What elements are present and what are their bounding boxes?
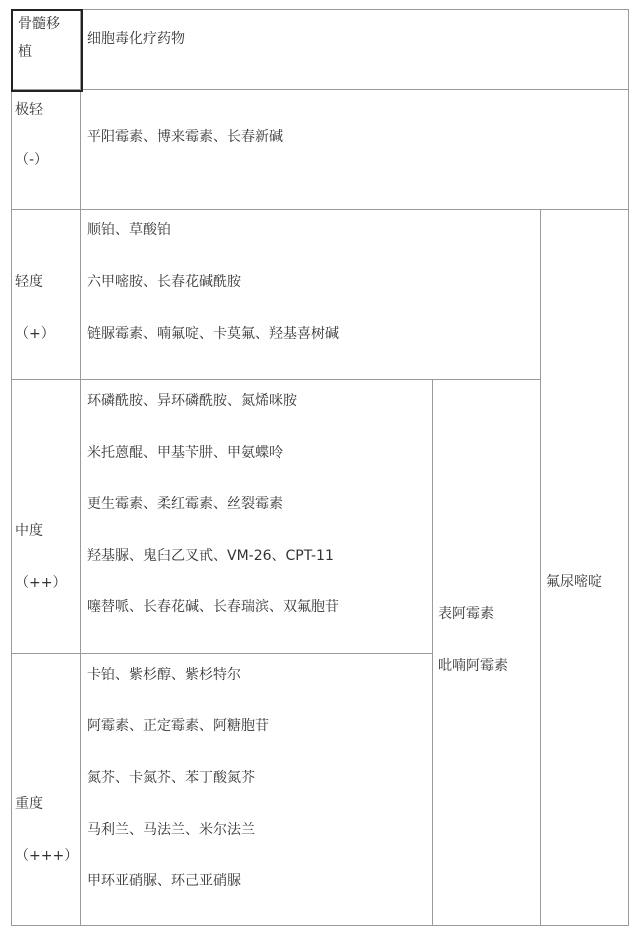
drug-list-item: 卡铂、紫杉醇、紫杉特尔 (87, 667, 241, 683)
table-border-top (11, 9, 629, 10)
row-divider (11, 653, 432, 654)
drug-list-item: 阿霉素、正定霉素、阿糖胞苷 (87, 718, 269, 734)
grade-moderate: 中度 (15, 523, 43, 539)
grade-minimal-symbol: （-） (15, 152, 49, 168)
drug-list-item: 环磷酰胺、异环磷酰胺、氮烯咪胺 (87, 393, 297, 409)
table-border-right (628, 9, 629, 926)
header-drug-label: 细胞毒化疗药物 (87, 31, 185, 47)
drug-list-item: 马利兰、马法兰、米尔法兰 (87, 822, 255, 838)
drug-list-item: 六甲嘧胺、长春花碱酰胺 (87, 274, 241, 290)
column-divider (80, 9, 81, 926)
grade-moderate-symbol: （++） (15, 575, 67, 591)
drug-list-item: 更生霉素、柔红霉素、丝裂霉素 (87, 496, 283, 512)
column-divider (540, 209, 541, 926)
drug-list-item: 噻替哌、长春花碱、长春瑞滨、双氟胞苷 (87, 599, 339, 615)
grade-severe-symbol: （+++） (15, 848, 79, 864)
table-border-bottom (11, 925, 629, 926)
row-divider (11, 89, 629, 90)
span-drug-epirubicin: 表阿霉素 (438, 606, 494, 622)
drug-list-item: 甲环亚硝脲、环己亚硝脲 (87, 873, 241, 889)
table-border-left (11, 9, 12, 926)
row-divider (11, 379, 540, 380)
grade-severe: 重度 (15, 796, 43, 812)
grade-minimal: 极轻 (15, 102, 43, 118)
column-divider (432, 379, 433, 926)
drug-list-item: 氮芥、卡氮芥、苯丁酸氮芥 (87, 770, 255, 786)
header-grade-label-cont: 植 (18, 44, 32, 60)
drug-list-item: 羟基脲、鬼臼乙叉甙、VM-26、CPT-11 (87, 548, 334, 564)
span-drug-fluorouracil: 氟尿嘧啶 (546, 574, 602, 590)
span-drug-pirarubicin: 吡喃阿霉素 (438, 658, 508, 674)
drug-list-item: 链脲霉素、喃氟啶、卡莫氟、羟基喜树碱 (87, 326, 339, 342)
drug-list-item: 平阳霉素、博来霉素、长春新碱 (87, 129, 283, 145)
grade-mild-symbol: （+） (15, 326, 55, 342)
drug-list-item: 顺铂、草酸铂 (87, 222, 171, 238)
row-divider (11, 209, 629, 210)
drug-list-item: 米托蒽醌、甲基苄肼、甲氨蝶呤 (87, 445, 283, 461)
header-grade-label: 骨髓移 (18, 16, 60, 32)
grade-mild: 轻度 (15, 274, 43, 290)
